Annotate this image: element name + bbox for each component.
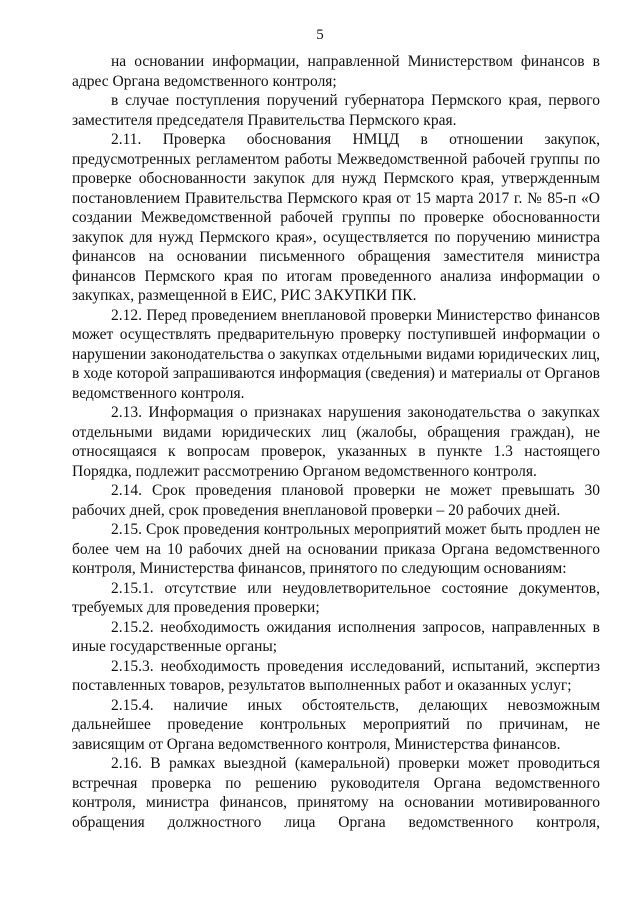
paragraph-governor-instructions: в случае поступления поручений губернатора Пермского края, первого заместителя председателя Правительства Пермского края. [72,92,600,129]
paragraph-2-12: 2.12. Перед проведением внеплановой проверки Министерство финансов может осуществлять предварительную проверку поступившей информации о нарушении законодательства о закупках отдельными видами юридических лиц, в ходе которой запрашиваются информация (сведения) и материалы от Органов ведомственного контроля. [72,306,600,402]
paragraph-2-15-1: 2.15.1. отсутствие или неудовлетворительное состояние документов, требуемых для проведения проверки; [72,579,600,616]
paragraph-2-15-2: 2.15.2. необходимость ожидания исполнения запросов, направленных в иные государственные органы; [72,618,600,655]
paragraph-2-16: 2.16. В рамках выездной (камеральной) проверки может проводиться встречная проверка по решению руководителя Органа ведомственного контроля, министра финансов, принятому на основании мотивированного обращения должностного лица Органа ведомственного контроля, [72,755,600,831]
paragraph-2-15-3: 2.15.3. необходимость проведения исследований, испытаний, экспертиз поставленных товаров, результатов выполненных работ и оказанных услуг; [72,657,600,694]
page-number: 5 [316,27,324,43]
paragraph-source-info: на основании информации, направленной Министерством финансов в адрес Органа ведомственного контроля; [72,53,600,90]
paragraph-2-15-4: 2.15.4. наличие иных обстоятельств, делающих невозможным дальнейшее проведение контрольных мероприятий по причинам, не зависящим от Органа ведомственного контроля, Министерства финансов. [72,696,600,753]
paragraph-2-13: 2.13. Информация о признаках нарушения законодательства о закупках отдельными видами юридических лиц (жалобы, обращения граждан), не относящаяся к вопросам проверок, указанных в пункте 1.3 настоящего Порядка, подлежит рассмотрению Органом ведомственного контроля. [72,404,600,480]
paragraph-2-14: 2.14. Срок проведения плановой проверки не может превышать 30 рабочих дней, срок проведения внеплановой проверки – 20 рабочих дней. [72,482,600,519]
paragraph-2-11: 2.11. Проверка обоснования НМЦД в отношении закупок, предусмотренных регламентом работы Межведомственной рабочей группы по проверке обоснованности закупок для нужд Пермского края, утвержденным постановлением Правительства Пермского края от 15 марта 2017 г. № 85-п «О создании Межведомственной рабочей группы по проверке обоснованности закупок для нужд Пермского края», осуществляется по поручению министра финансов на основании письменного обращения заместителя министра финансов Пермского края по итогам проведенного анализа информации о закупках, размещенной в ЕИС, РИС ЗАКУПКИ ПК. [72,131,600,304]
document-body [72,52,600,832]
paragraph-2-15: 2.15. Срок проведения контрольных мероприятий может быть продлен не более чем на 10 рабочих дней на основании приказа Органа ведомственного контроля, Министерства финансов, принятого по следующим основаниям: [72,521,600,577]
